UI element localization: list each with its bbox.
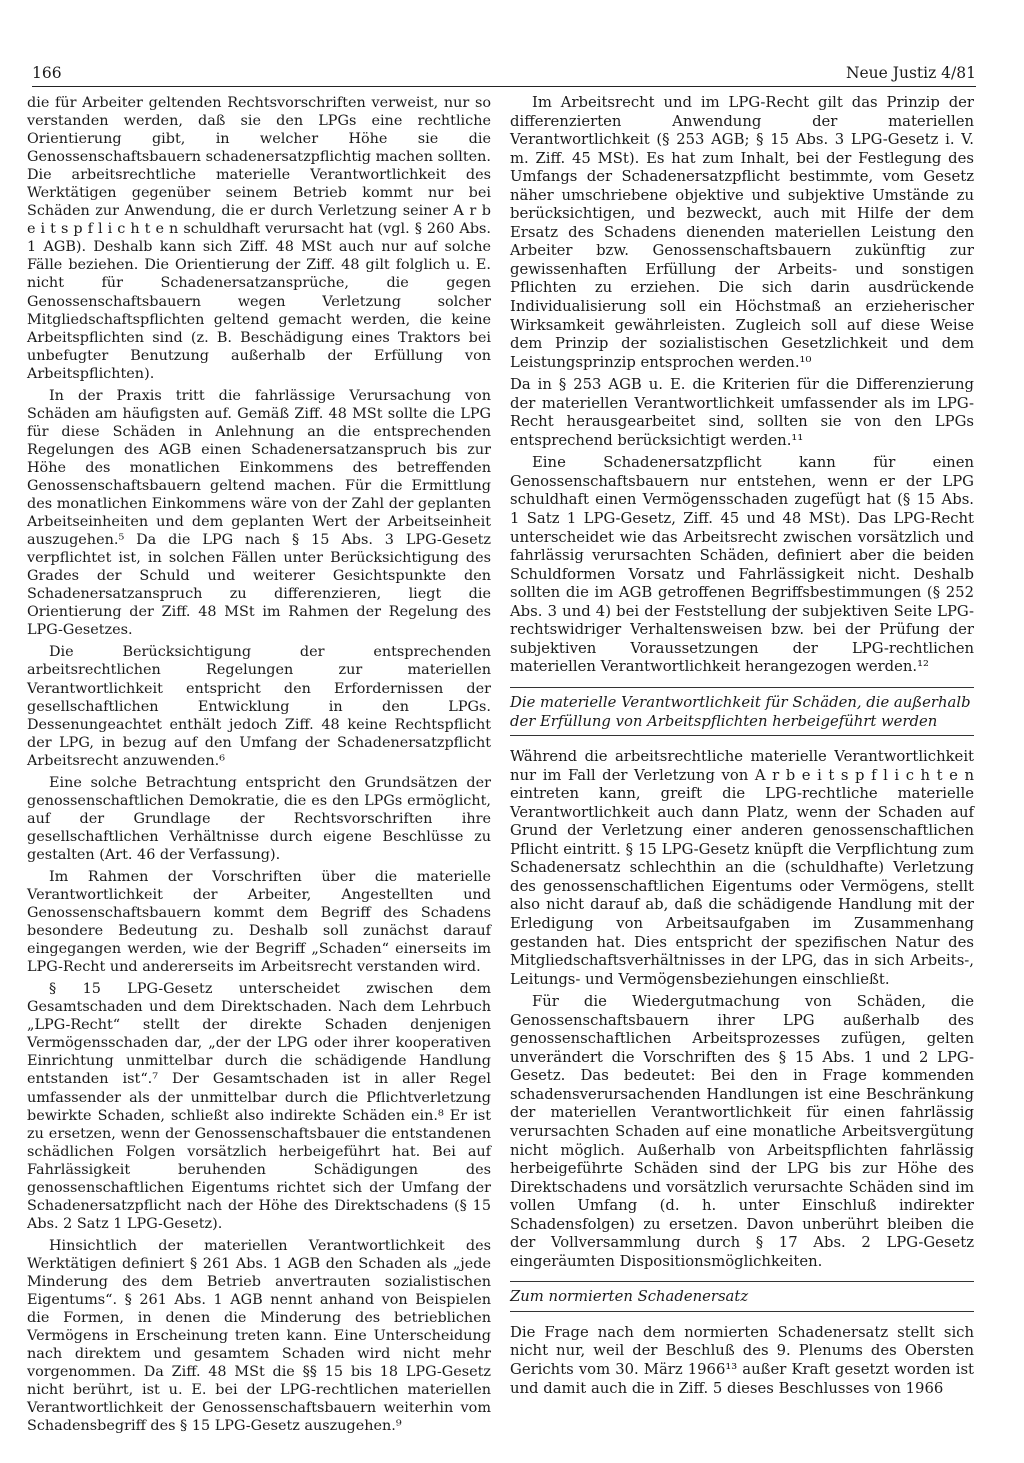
paragraph: In der Praxis tritt die fahrlässige Verursachung von Schäden am häufigsten auf. Gemäß Ziff. 48 MSt sollte die LPG für diese Schäden in Anlehnung an die entsprechenden Regelungen des AGB einen Schadenersatzanspruch bis zur Höhe des monatlichen Einkommens des betreffenden Genossenschaftsbauern geltend machen. Für die Ermittlung des monatlichen Einkommens wäre von der Zahl der geplanten Arbeitseinheiten und dem geplanten Wert der Arbeitseinheit auszugehen.⁵ Da die LPG nach § 15 Abs. 3 LPG-Gesetz verpflichtet ist, in solchen Fällen unter Berücksichtigung des Grades der Schuld und weiterer Gesichtspunkte den Schadenersatzanspruch zu differenzieren, liegt die Orientierung der Ziff. 48 MSt im Rahmen der Regelung des LPG-Gesetzes. (27, 387, 491, 639)
paragraph: Für die Wiedergutmachung von Schäden, die Genossenschaftsbauern ihrer LPG außerhalb des genossenschaftlichen Arbeitsprozesses zufügen, gelten unverändert die Vorschriften des § 15 Abs. 1 und 2 LPG-Gesetz. Das bedeutet: Bei den in Frage kommenden schadensverursachenden Handlungen ist eine Beschränkung der materiellen Verantwortlichkeit für einen fahrlässig verursachten Schaden auf eine monatliche Arbeitsvergütung nicht möglich. Außerhalb von Arbeitspflichten fahrlässig herbeigeführte Schäden sind der LPG bis zur Höhe des Direktschadens und vorsätzlich verursachte Schäden sind im vollen Umfang (d. h. unter Einschluß indirekter Schadensfolgen) zu ersetzen. Davon unberührt bleiben die der Vollversammlung durch § 17 Abs. 2 LPG-Gesetz eingeräumten Dispositionsmöglichkeiten. (510, 993, 974, 1270)
paragraph: Während die arbeitsrechtliche materielle Verantwortlichkeit nur im Fall der Verletzung von A r b e i t s p f l i c h t e n eintreten kann, greift die LPG-rechtliche materielle Verantwortlichkeit auch dann Platz, wenn der Schaden auf Grund der Verletzung einer anderen genossenschaftlichen Pflicht eintritt. § 15 LPG-Gesetz knüpft die Verpflichtung zum Schadenersatz schlechthin an die (schuldhafte) Verletzung des genossenschaftlichen Eigentums oder Vermögens, stellt also nicht darauf ab, daß die schädigende Handlung mit der Erledigung von Arbeitsaufgaben im Zusammenhang gestanden hat. Dies entspricht der spezifischen Natur des Mitgliedschaftsverhältnisses in der LPG, das in sich Arbeits-, Leitungs- und Vermögensbeziehungen einschließt. (510, 748, 974, 988)
paragraph: die für Arbeiter geltenden Rechtsvorschriften verweist, nur so verstanden werden, daß sie den LPGs eine rechtliche Orientierung gibt, in welcher Höhe sie die Genossenschaftsbauern schadenersatzpflichtig machen sollten. Die arbeitsrechtliche materielle Verantwortlichkeit des Werktätigen gegenüber seinem Betrieb kommt nur bei Schäden zur Anwendung, die er durch Verletzung seiner A r b e i t s p f l i c h t e n schuldhaft verursacht hat (vgl. § 260 Abs. 1 AGB). Deshalb kann sich Ziff. 48 MSt auch nur auf solche Fälle beziehen. Die Orientierung der Ziff. 48 gilt folglich u. E. nicht für Schadenersatzansprüche, die gegen Genossenschaftsbauern wegen Verletzung solcher Mitgliedschaftspflichten geltend gemacht werden, die keine Arbeitspflichten sind (z. B. Beschädigung eines Traktors bei unbefugter Benutzung außerhalb der Erfüllung von Arbeitspflichten). (27, 95, 491, 382)
paragraph: Eine solche Betrachtung entspricht den Grundsätzen der genossenschaftlichen Demokratie, die es den LPGs ermöglicht, auf der Grundlage der Rechtsvorschriften ihre gesellschaftlichen Verhältnisse durch eigene Beschlüsse zu gestalten (Art. 46 der Verfassung). (27, 774, 491, 863)
paragraph: Die Berücksichtigung der entsprechenden arbeitsrechtlichen Regelungen zur materiellen Verantwortlichkeit entspricht den Erfordernissen der gesellschaftlichen Entwicklung in den LPGs. Dessenungeachtet enthält jedoch Ziff. 48 keine Rechtspflicht der LPG, in bezug auf den Umfang der Schadenersatzpflicht Arbeitsrecht anzuwenden.⁶ (27, 644, 491, 769)
paragraph: Da in § 253 AGB u. E. die Kriterien für die Differenzierung der materiellen Verantwortlichkeit umfassender als im LPG-Recht herausgearbeitet sind, sollten sie von den LPGs entsprechend berücksichtigt werden.¹¹ (510, 376, 974, 449)
paragraph: Hinsichtlich der materiellen Verantwortlichkeit des Werktätigen definiert § 261 Abs. 1 AGB den Schaden als „jede Minderung des dem Betrieb anvertrauten sozialistischen Eigentums“. § 261 Abs. 1 AGB nennt anhand von Beispielen die Formen, in denen die Minderung des betrieblichen Vermögens in Erscheinung treten kann. Eine Unterscheidung nach direktem und gesamtem Schaden wird nicht mehr vorgenommen. Da Ziff. 48 MSt die §§ 15 bis 18 LPG-Gesetz nicht berührt, ist u. E. bei der LPG-rechtlichen materiellen Verantwortlichkeit der Genossenschaftsbauern weiterhin vom Schadensbegriff des § 15 LPG-Gesetz auszugehen.⁹ (27, 1237, 491, 1435)
paragraph: Eine Schadenersatzpflicht kann für einen Genossenschaftsbauern nur entstehen, wenn er der LPG schuldhaft einen Vermögensschaden zugefügt hat (§ 15 Abs. 1 Satz 1 LPG-Gesetz, Ziff. 45 und 48 MSt). Das LPG-Recht unterscheidet wie das Arbeitsrecht zwischen vorsätzlich und fahrlässig verursachten Schäden, definiert aber die beiden Schuldformen Vorsatz und Fahrlässigkeit nicht. Deshalb sollten die im AGB getroffenen Begriffsbestimmungen (§ 252 Abs. 3 und 4) bei der Feststellung der subjektiven Seite LPG-rechtswidriger Verhaltensweisen bzw. bei der Prüfung der subjektiven Voraussetzungen der LPG-rechtlichen materiellen Verantwortlichkeit herangezogen werden.¹² (510, 454, 974, 676)
paragraph: § 15 LPG-Gesetz unterscheidet zwischen dem Gesamtschaden und dem Direktschaden. Nach dem Lehrbuch „LPG-Recht“ stellt der direkte Schaden denjenigen Vermögensschaden dar, „der der LPG oder ihrer kooperativen Einrichtung unmittelbar durch die schädigende Handlung entstanden ist“.⁷ Der Gesamtschaden ist in aller Regel umfassender als der unmittelbar durch die Pflichtverletzung bewirkte Schaden, schließt also indirekte Schäden ein.⁸ Er ist zu ersetzen, wenn der Genossenschaftsbauer die entstandenen schädlichen Folgen vorsätzlich herbeigeführt hat. Bei auf Fahrlässigkeit beruhenden Schädigungen des genossenschaftlichen Eigentums richtet sich der Umfang der Schadenersatzpflicht nach der Höhe des Direktschadens (§ 15 Abs. 2 Satz 1 LPG-Gesetz). (27, 981, 491, 1232)
page-header (32, 62, 976, 84)
header-divider (32, 86, 976, 87)
paragraph: Die Frage nach dem normierten Schadenersatz stellt sich nicht nur, weil der Beschluß des 9. Plenums des Obersten Gerichts vom 30. März 1966¹³ außer Kraft gesetzt worden ist und damit auch die in Ziff. 5 dieses Beschlusses von 1966 (510, 1323, 974, 1397)
section-heading: Zum normierten Schadenersatz (510, 1281, 974, 1312)
left-column (27, 94, 491, 1439)
right-column (510, 94, 974, 1402)
page-number: 166 (32, 64, 62, 82)
paragraph: Im Arbeitsrecht und im LPG-Recht gilt das Prinzip der differenzierten Anwendung der materiellen Verantwortlichkeit (§ 253 AGB; § 15 Abs. 3 LPG-Gesetz i. V. m. Ziff. 45 MSt). Es hat zum Inhalt, bei der Festlegung des Umfangs der Schadenersatzpflicht bestimmte, vom Gesetz näher umschriebene objektive und subjektive Umstände zu berücksichtigen, und bezweckt, auch mit Hilfe der dem Ersatz des Schadens dienenden materiellen Leistung den Arbeiter bzw. Genossenschaftsbauern zukünftig zur gewissenhaften Erfüllung der Arbeits- und sonstigen Pflichten zu erziehen. Die sich darin ausdrückende Individualisierung soll ein Höchstmaß an erzieherischer Wirksamkeit gewährleisten. Zugleich soll auf diese Weise dem Prinzip der sozialistischen Gesetzlichkeit und dem Leistungsprinzip entsprochen werden.¹⁰ (510, 94, 974, 371)
journal-title: Neue Justiz 4/81 (845, 64, 976, 82)
section-heading: Die materielle Verantwortlichkeit für Schäden, die außerhalb der Erfüllung von Arbeitspflichten herbeigeführt werden (510, 687, 974, 736)
paragraph: Im Rahmen der Vorschriften über die materielle Verantwortlichkeit der Arbeiter, Angestellten und Genossenschaftsbauern kommt dem Begriff des Schadens besondere Bedeutung zu. Deshalb soll zunächst darauf eingegangen werden, wie der Begriff „Schaden“ einerseits im LPG-Recht und andererseits im Arbeitsrecht verstanden wird. (27, 868, 491, 976)
